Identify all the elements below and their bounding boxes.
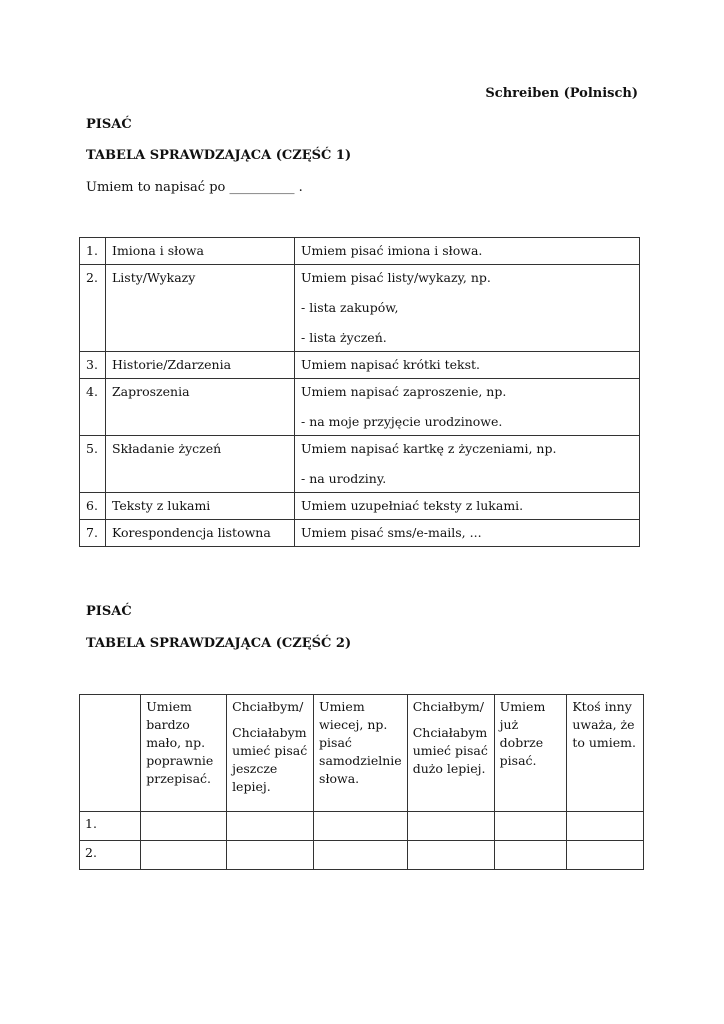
column-header: [141, 695, 227, 812]
column-header-text: Umiem wiecej, np. pisać samodzielnie słowa.: [319, 699, 402, 786]
table-row: [80, 812, 644, 841]
section2-title: TABELA SPRAWDZAJĄCA (CZĘŚĆ 2): [86, 636, 352, 651]
skill-name: Składanie życzeń: [106, 436, 295, 493]
description-line: - na moje przyjęcie urodzinowe.: [301, 414, 503, 429]
checkbox-cell[interactable]: [227, 841, 314, 870]
checkbox-cell[interactable]: [227, 812, 314, 841]
description-line: - lista życzeń.: [301, 330, 387, 345]
table-row: [80, 379, 640, 436]
column-header: [494, 695, 567, 812]
skill-name: Zaproszenia: [106, 379, 295, 436]
skill-name: Teksty z lukami: [106, 493, 295, 520]
row-number: 1.: [80, 238, 106, 265]
description-line: Umiem napisać kartkę z życzeniami, np.: [301, 441, 557, 456]
skill-name: Historie/Zdarzenia: [106, 352, 295, 379]
description-line: - na urodziny.: [301, 471, 387, 486]
description-line: Umiem napisać zaproszenie, np.: [301, 384, 507, 399]
skill-description: [295, 520, 640, 547]
table-row: [80, 520, 640, 547]
description-line: Umiem pisać listy/wykazy, np.: [301, 270, 491, 285]
section1-intro: Umiem to napisać po __________ .: [86, 180, 303, 195]
skill-description: [295, 265, 640, 352]
row-number: 1.: [80, 812, 141, 841]
document-header-title: Schreiben (Polnisch): [485, 86, 638, 101]
row-number: 2.: [80, 841, 141, 870]
table-row: [80, 436, 640, 493]
row-number: 4.: [80, 379, 106, 436]
checkbox-cell[interactable]: [494, 812, 567, 841]
section2-label: PISAĆ: [86, 604, 132, 619]
column-header: [227, 695, 314, 812]
checkbox-cell[interactable]: [567, 841, 644, 870]
checkbox-cell[interactable]: [567, 812, 644, 841]
skill-description: [295, 379, 640, 436]
column-header: [407, 695, 494, 812]
row-number: 3.: [80, 352, 106, 379]
section1-title: TABELA SPRAWDZAJĄCA (CZĘŚĆ 1): [86, 148, 352, 163]
skill-name: Korespondencja listowna: [106, 520, 295, 547]
checklist-table-part2: [79, 694, 644, 870]
skill-description: [295, 352, 640, 379]
skill-description: [295, 436, 640, 493]
section1-label: PISAĆ: [86, 117, 132, 132]
column-header-text: Chciałabym umieć pisać jeszcze lepiej.: [232, 725, 308, 794]
column-header-text: Umiem już dobrze pisać.: [499, 699, 546, 768]
checkbox-cell[interactable]: [314, 841, 408, 870]
table-row: [80, 265, 640, 352]
description-line: Umiem pisać sms/e-mails, ...: [301, 525, 482, 540]
skill-description: [295, 493, 640, 520]
column-header: [567, 695, 644, 812]
column-header-text: Ktoś inny uważa, że to umiem.: [572, 699, 636, 750]
checklist-table-part1: [79, 237, 640, 547]
checkbox-cell[interactable]: [314, 812, 408, 841]
checkbox-cell[interactable]: [407, 812, 494, 841]
row-number: 6.: [80, 493, 106, 520]
description-line: - lista zakupów,: [301, 300, 399, 315]
skill-name: Imiona i słowa: [106, 238, 295, 265]
table-row: [80, 352, 640, 379]
description-line: Umiem napisać krótki tekst.: [301, 357, 481, 372]
description-line: Umiem uzupełniać teksty z lukami.: [301, 498, 524, 513]
column-header: [314, 695, 408, 812]
table-row: [80, 238, 640, 265]
row-number: 2.: [80, 265, 106, 352]
skill-name: Listy/Wykazy: [106, 265, 295, 352]
table-row: [80, 841, 644, 870]
header-empty-cell: [80, 695, 141, 812]
checkbox-cell[interactable]: [407, 841, 494, 870]
checkbox-cell[interactable]: [494, 841, 567, 870]
header-row: [80, 695, 644, 812]
column-header-text: Umiem bardzo mało, np. poprawnie przepisać.: [146, 699, 214, 786]
table-row: [80, 493, 640, 520]
row-number: 7.: [80, 520, 106, 547]
description-line: Umiem pisać imiona i słowa.: [301, 243, 483, 258]
checkbox-cell[interactable]: [141, 812, 227, 841]
column-header-text: Chciałbym/: [412, 699, 484, 714]
column-header-text: Chciałbym/: [232, 699, 304, 714]
column-header-text: Chciałabym umieć pisać dużo lepiej.: [412, 725, 488, 776]
skill-description: [295, 238, 640, 265]
row-number: 5.: [80, 436, 106, 493]
checkbox-cell[interactable]: [141, 841, 227, 870]
